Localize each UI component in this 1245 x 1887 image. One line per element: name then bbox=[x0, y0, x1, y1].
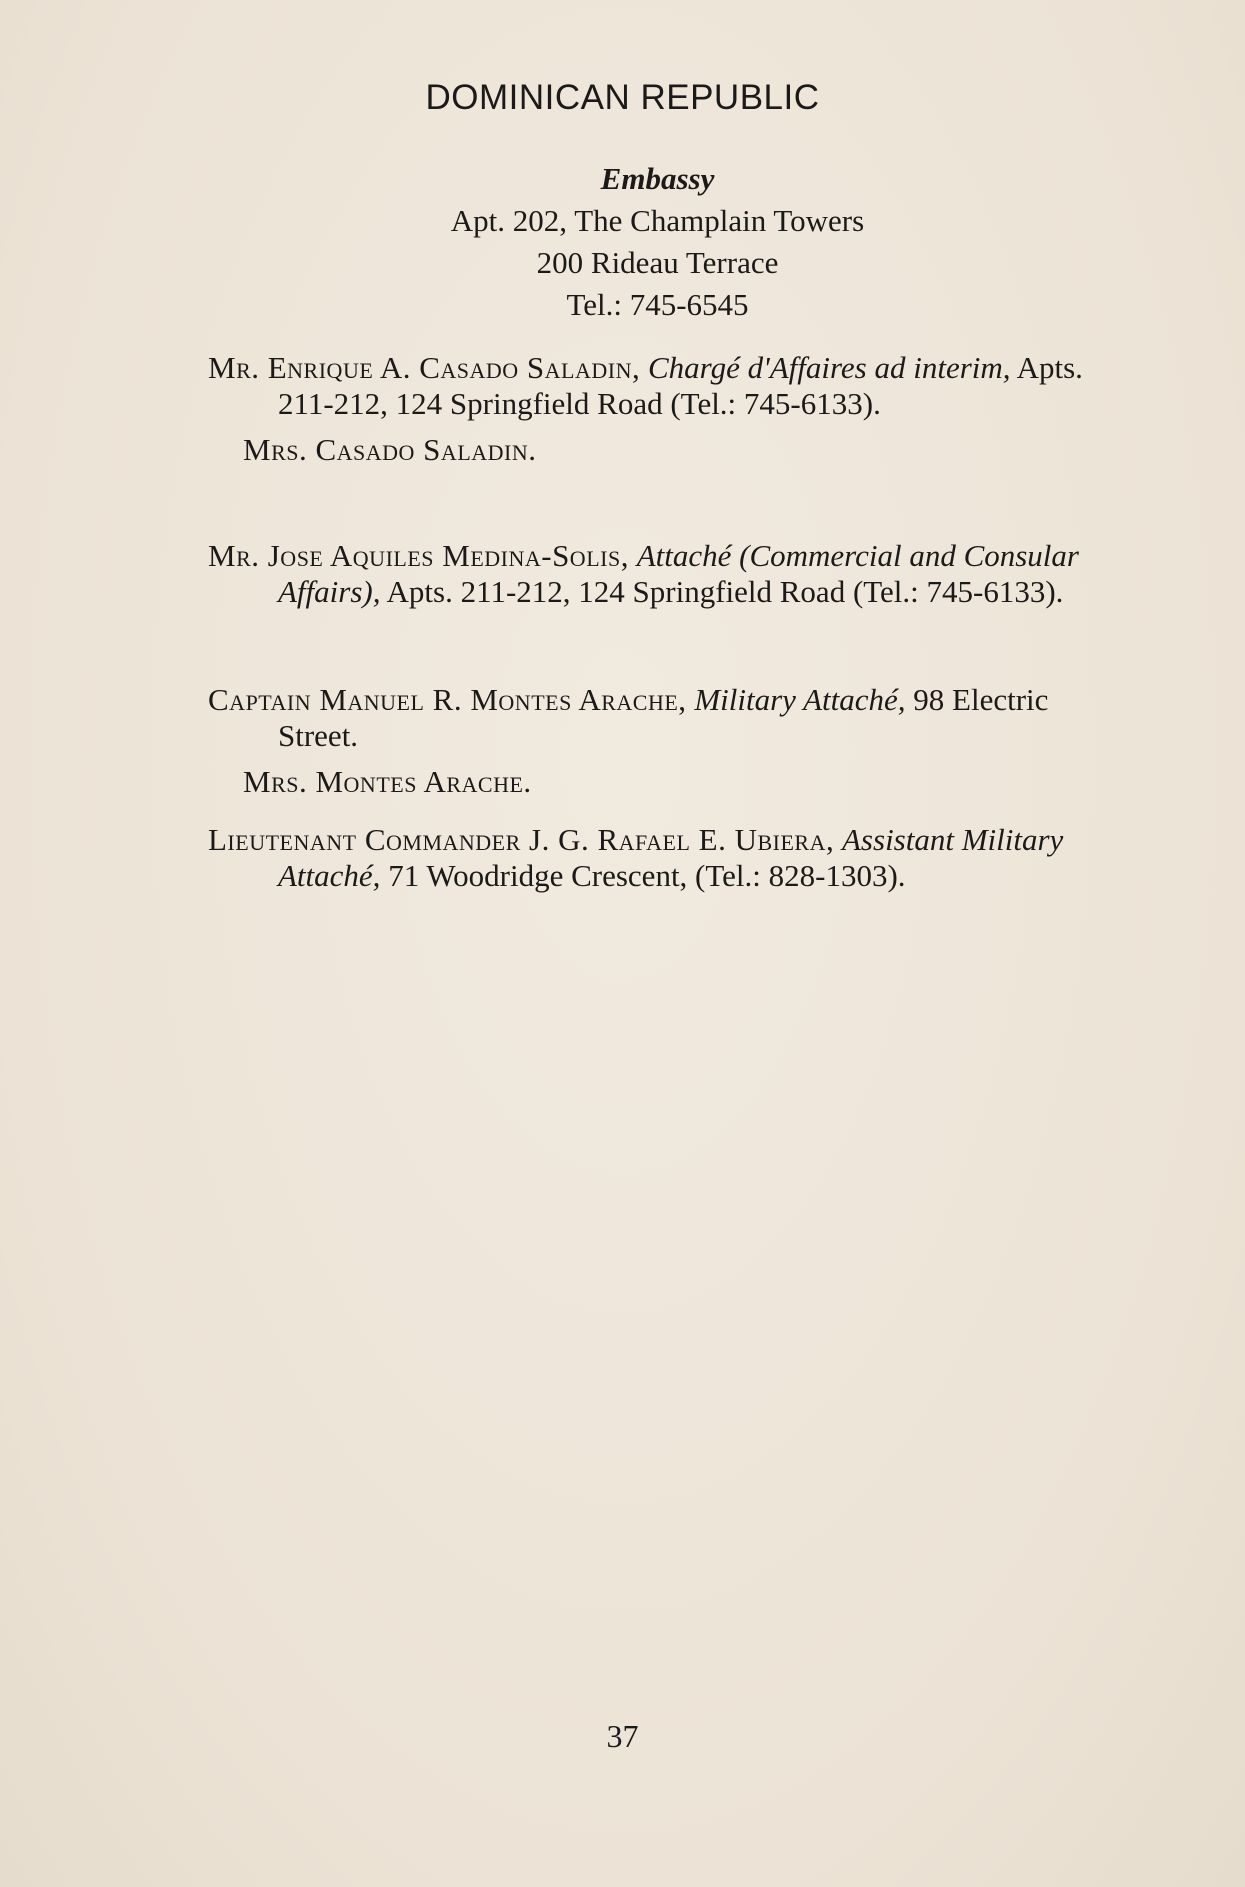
staff-entry bbox=[208, 350, 1118, 468]
staff-title: Assistant Military Attaché, bbox=[278, 822, 1064, 893]
entry-text bbox=[208, 538, 1118, 610]
staff-entry bbox=[208, 682, 1118, 800]
country-heading: DOMINICAN REPUBLIC bbox=[425, 78, 820, 117]
entry-text bbox=[208, 822, 1118, 894]
staff-title: Chargé d'Affaires ad interim, bbox=[647, 350, 1011, 385]
page-number: 37 bbox=[606, 1718, 639, 1754]
staff-name: Lieutenant Commander J. G. Rafael E. Ubiera, bbox=[208, 822, 835, 857]
entry-text bbox=[208, 682, 1118, 754]
embassy-address-line1: Apt. 202, The Champlain Towers bbox=[450, 203, 865, 238]
spouse-name: Mrs. Casado Saladin. bbox=[243, 432, 537, 467]
staff-details: Apts. 211-212, 124 Springfield Road (Tel.: 745-6133). bbox=[386, 574, 1064, 609]
embassy-info bbox=[0, 158, 1245, 326]
staff-details: 71 Woodridge Crescent, (Tel.: 828-1303). bbox=[388, 858, 906, 893]
staff-name: Mr. Enrique A. Casado Saladin, bbox=[208, 350, 641, 385]
staff-entry bbox=[208, 538, 1118, 610]
embassy-label: Embassy bbox=[600, 161, 715, 196]
staff-title: Military Attaché, bbox=[694, 682, 906, 717]
staff-entry bbox=[208, 822, 1118, 894]
staff-details: 98 Electric Street. bbox=[278, 682, 1049, 753]
spouse-name: Mrs. Montes Arache. bbox=[243, 764, 532, 799]
embassy-address-line2: 200 Rideau Terrace bbox=[536, 245, 779, 280]
staff-name: Mr. Jose Aquiles Medina-Solis, bbox=[208, 538, 629, 573]
staff-details: Apts. 211-212, 124 Springfield Road (Tel.: 745-6133). bbox=[278, 350, 1083, 421]
staff-title: Attaché (Commercial and Consular Affairs), bbox=[278, 538, 1079, 609]
embassy-telephone: Tel.: 745-6545 bbox=[566, 287, 749, 322]
staff-name: Captain Manuel R. Montes Arache, bbox=[208, 682, 687, 717]
entry-text bbox=[208, 350, 1118, 422]
